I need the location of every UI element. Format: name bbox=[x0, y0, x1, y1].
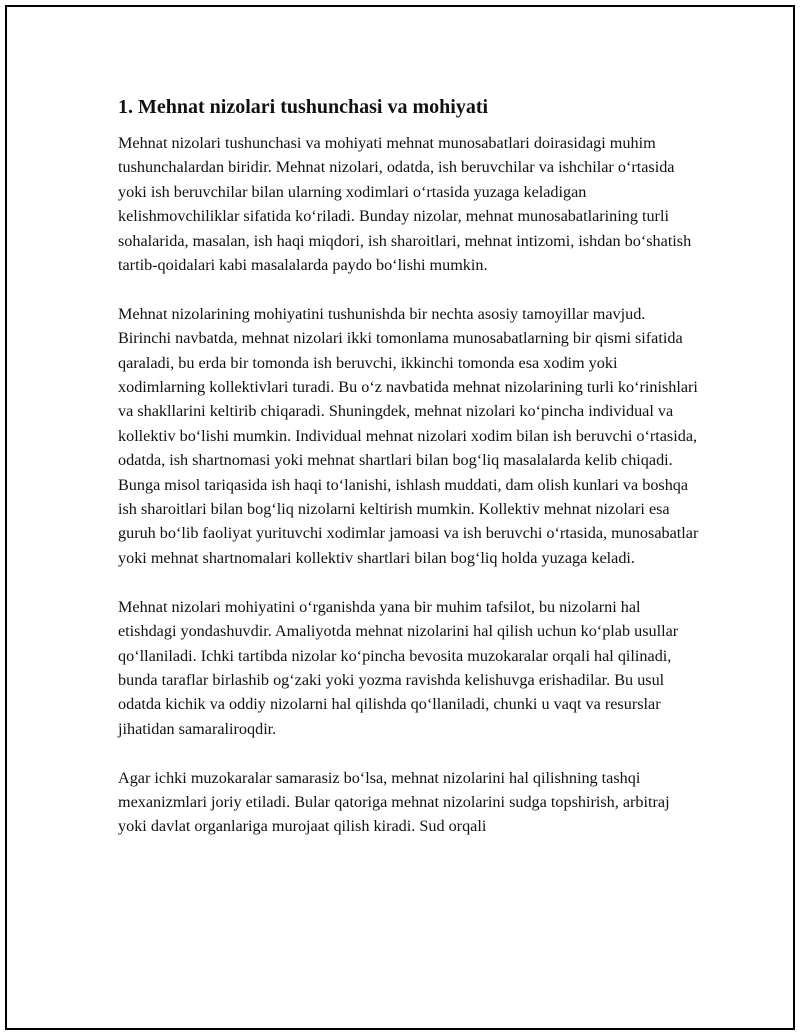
section-title: 1. Mehnat nizolari tushunchasi va mohiyati bbox=[118, 96, 489, 118]
paragraph-2: Mehnat nizolarining mohiyatini tushunishda bir nechta asosiy tamoyillar mavjud. Birinchi navbatda, mehnat nizolari ikki tomonlama munosabatlarning bir qismi sifatida qaraladi, bu erda bir tomonda ish beruvchi, ikkinchi tomonda esa xodim yoki xodimlarning kollektivlari turadi. Bu o‘z navbatida mehnat nizolarining turli ko‘rinishlari va shakllarini keltirib chiqaradi. Shuningdek, mehnat nizolari ko‘pincha individual va kollektiv bo‘lishi mumkin. Individual mehnat nizolari xodim bilan ish beruvchi o‘rtasida, odatda, ish shartnomasi yoki mehnat shartlari bilan bog‘liq masalalarda kelib chiqadi. Bunga misol tariqasida ish haqi to‘lanishi, ishlash muddati, dam olish kunlari va boshqa ish sharoitlari bilan bog‘liq nizolarni keltirish mumkin. Kollektiv mehnat nizolari esa guruh bo‘lib faoliyat yurituvchi xodimlar jamoasi va ish beruvchi o‘rtasida, munosabatlar yoki mehnat shartnomalari kollektiv shartlari bilan bog‘liq holda yuzaga keladi. bbox=[118, 304, 699, 567]
paragraph-1: Mehnat nizolari tushunchasi va mohiyati mehnat munosabatlari doirasidagi muhim tushunchalardan biridir. Mehnat nizolari, odatda, ish beruvchilar va ishchilar o‘rtasida yoki ish beruvchilar bilan ularning xodimlari o‘rtasida yuzaga keladigan kelishmovchiliklar sifatida ko‘riladi. Bunday nizolar, mehnat munosabatlarining turli sohalarida, masalan, ish haqi miqdori, ish sharoitlari, mehnat intizomi, ishdan bo‘shatish tartib-qoidalari kabi masalalarda paydo bo‘lishi mumkin. bbox=[118, 134, 692, 275]
document-body bbox=[118, 95, 700, 863]
paragraph-4: Agar ichki muzokaralar samarasiz bo‘lsa, mehnat nizolarini hal qilishning tashqi mexanizmlari joriy etiladi. Bular qatoriga mehnat nizolarini sudga topshirish, arbitraj yoki davlat organlariga murojaat qilish kiradi. Sud orqali bbox=[118, 768, 670, 836]
paragraph-3: Mehnat nizolari mohiyatini o‘rganishda yana bir muhim tafsilot, bu nizolarni hal etishdagi yondashuvdir. Amaliyotda mehnat nizolarini hal qilish uchun ko‘plab usullar qo‘llaniladi. Ichki tartibda nizolar ko‘pincha bevosita muzokaralar orqali hal qilinadi, bunda taraflar birlashib og‘zaki yoki yozma ravishda kelishuvga erishadilar. Bu usul odatda kichik va oddiy nizolarni hal qilishda qo‘llaniladi, chunki u vaqt va resurslar jihatidan samaraliroqdir. bbox=[118, 597, 679, 738]
